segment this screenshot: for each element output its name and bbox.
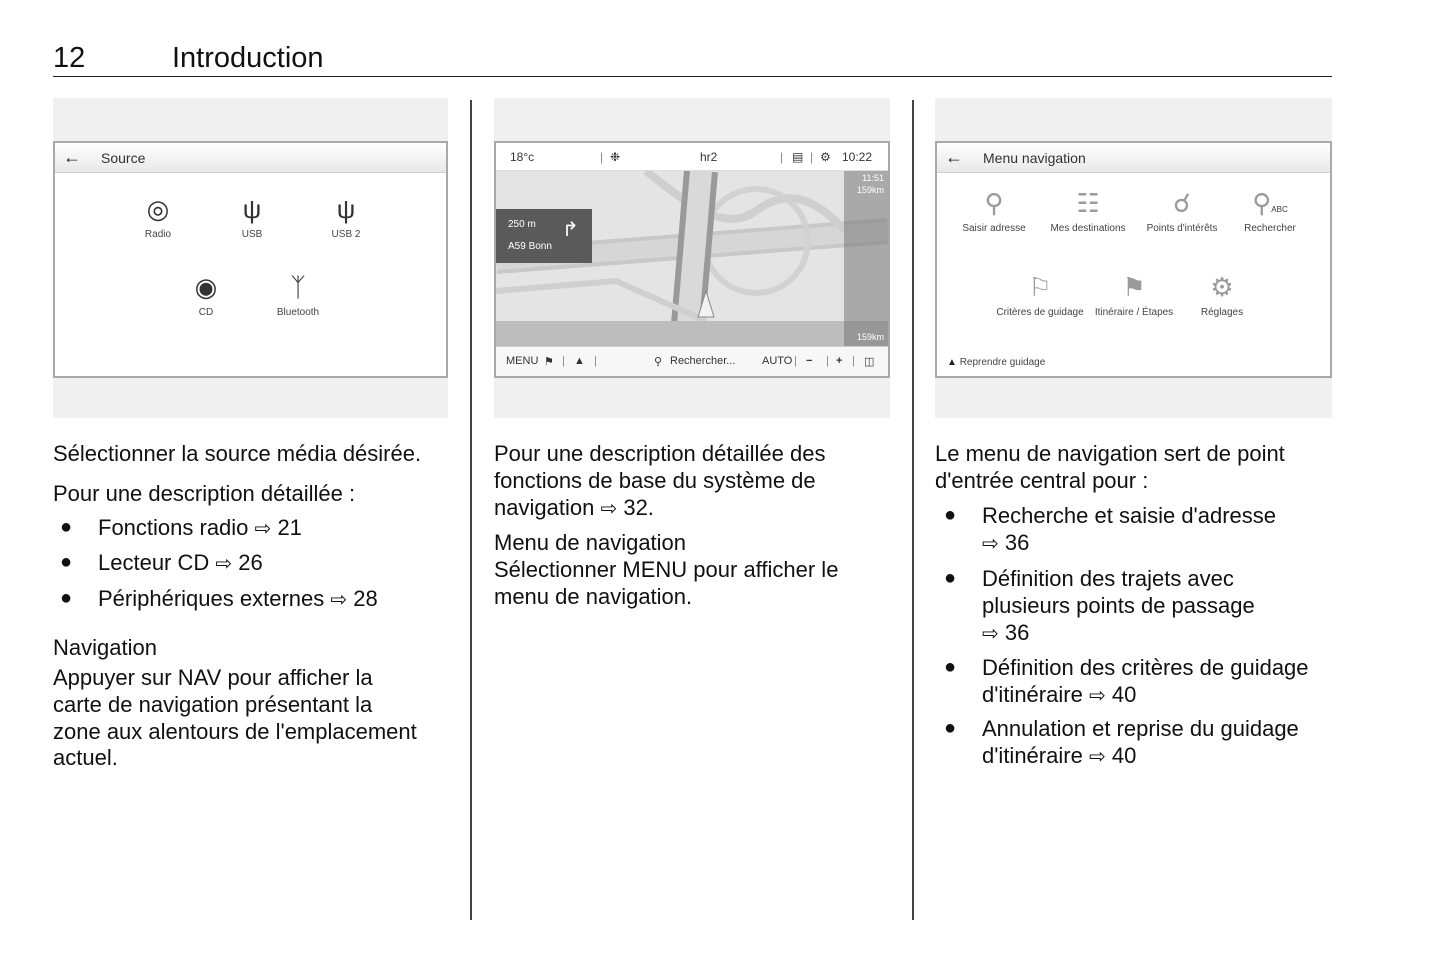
source-bluetooth[interactable] [253,269,343,318]
reference-arrow-icon: ⇨ [215,553,233,575]
source-cd[interactable] [161,269,251,318]
bullet-text: Recherche et saisie d'adresse [982,503,1277,528]
section-heading: Menu de navigation [494,530,687,555]
bullet-text: Définition des trajets avec [982,566,1234,591]
bluetooth-icon: ᛉ [290,272,306,302]
bullet-text: Annulation et reprise du guidage [982,716,1299,741]
separator: | [826,355,829,367]
menu-label: Rechercher [1244,223,1296,234]
radio-icon: ◎ [146,194,170,224]
screen-title: Menu navigation [983,150,1086,166]
resume-guidance-label: Reprendre guidage [959,357,1046,368]
reference-arrow-icon: ⇨ [600,498,618,520]
bullet-item [60,549,263,578]
search-abc-icon: ⚲ABC [1252,188,1288,218]
menu-label: Itinéraire / Étapes [1094,307,1174,318]
bullet-text: d'itinéraire [982,743,1083,768]
search-icon: ⚲ [654,356,663,368]
turn-right-arrow-icon: ↱ [562,219,579,241]
bullet-text: Lecteur CD [98,550,210,575]
paragraph-line: Appuyer sur NAV pour afficher la [53,665,373,690]
paragraph-line [494,494,654,523]
road-name: A59 Bonn [508,241,552,252]
source-label: USB 2 [331,229,361,240]
route-criteria-icon: ⚐ [1028,272,1052,302]
back-arrow-icon[interactable]: ← [945,147,963,167]
menu-label: Points d'intérêts [1146,223,1218,234]
zoom-out-button[interactable]: − [806,355,813,367]
paragraph: Pour une description détaillée : [53,481,356,506]
paragraph-line: Pour une description détaillée des [494,441,826,466]
temperature: 18°c [510,150,535,164]
separator: | [562,355,565,367]
section-heading: Navigation [53,635,157,660]
bullet-icon: ● [944,717,957,739]
page-reference[interactable]: 36 [1004,620,1030,645]
remaining-distance: 159km [856,185,884,195]
page-reference[interactable]: 36 [1004,530,1030,555]
turn-instruction-box [496,209,592,263]
back-arrow-icon[interactable]: ← [63,147,81,167]
paragraph-line: fonctions de base du système de [494,468,816,493]
menu-item-route-criteria[interactable] [995,269,1085,318]
page-reference[interactable]: 32. [623,495,654,520]
bullet-icon: ● [60,551,73,573]
clock: 10:22 [842,150,873,164]
screen-title: Source [101,150,146,166]
menu-item-search[interactable] [1225,185,1315,234]
separator: | [852,355,855,367]
bottom-toolbar [496,346,888,376]
view-toggle-icon[interactable]: ◫ [864,356,875,368]
paragraph-line: actuel. [53,745,118,770]
source-usb2[interactable] [301,191,391,240]
paragraph-line: Le menu de navigation sert de point [935,441,1285,466]
reference-arrow-icon: ⇨ [330,589,348,611]
bullet-text: plusieurs points de passage [982,593,1255,618]
bullet-item [944,715,1299,771]
bullet-item [60,585,378,614]
eta: 11:51 [862,173,884,183]
paragraph-line: Sélectionner MENU pour afficher le [494,557,839,582]
page-reference[interactable]: 40 [1111,682,1137,707]
cd-icon: ◉ [194,272,218,302]
page-reference[interactable]: 40 [1111,743,1137,768]
paragraph-line: carte de navigation présentant la [53,692,373,717]
address-pin-icon: ⚲ [984,188,1004,218]
map-view[interactable] [496,171,888,346]
north-arrow-icon[interactable]: ▲ [574,355,585,367]
settings-gear-icon: ⚙ [1210,272,1234,302]
poi-icon: ☌ [1173,188,1191,218]
settings-gear-icon[interactable]: ⚙ [820,150,831,164]
bullet-text: Périphériques externes [98,586,325,611]
paragraph-line: zone aux alentours de l'emplacement [53,719,417,744]
bullet-icon: ● [60,587,73,609]
bullet-text: d'itinéraire [982,682,1083,707]
zoom-in-button[interactable]: + [836,355,843,367]
source-usb[interactable] [207,191,297,240]
status-bar [496,143,888,171]
bullet-text: Fonctions radio [98,515,249,540]
bullet-icon: ● [944,567,957,589]
menu-button[interactable]: MENU [506,355,539,367]
paragraph-text: navigation [494,495,595,520]
message-icon[interactable]: ▤ [792,150,804,164]
bullet-item [944,654,1309,710]
reference-arrow-icon: ⇨ [254,518,272,540]
reference-arrow-icon: ⇨ [982,533,999,555]
page-reference[interactable]: 28 [353,586,378,611]
page-number: 12 [53,42,86,74]
remaining-distance: 159km [856,332,884,342]
menu-item-my-destinations[interactable] [1043,185,1133,234]
bullet-icon: ● [944,656,957,678]
column-divider [470,100,472,920]
title-bar [55,143,446,173]
page-reference[interactable]: 26 [238,550,263,575]
separator: | [780,150,784,164]
search-abbr: ABC [1271,205,1288,214]
paragraph-line: d'entrée central pour : [935,468,1149,493]
destination-flag-icon[interactable]: ⚑ [544,356,554,368]
search-button[interactable]: Rechercher... [670,355,736,367]
gps-icon: ❉ [610,150,621,164]
source-label: USB [241,229,263,240]
source-screen [53,141,448,378]
bullet-item [944,565,1255,648]
navigation-menu-screen [935,141,1332,378]
column-divider [912,100,914,920]
navigation-arrow-icon: ▲ [947,357,957,368]
source-label: CD [198,307,214,318]
itinerary-flag-icon: ⚑ [1122,272,1146,302]
reference-arrow-icon: ⇨ [1088,685,1106,707]
separator: | [600,150,604,164]
menu-item-settings[interactable] [1177,269,1267,318]
menu-item-itinerary[interactable] [1089,269,1179,318]
menu-item-enter-address[interactable] [949,185,1039,234]
bullet-item [60,514,302,543]
route-sidebar [844,171,888,346]
separator: | [810,150,814,164]
navigation-map-screen [494,141,890,378]
source-label: Bluetooth [276,307,320,318]
page-reference[interactable]: 21 [277,515,302,540]
usb-icon: ψ [242,194,262,224]
bullet-icon: ● [944,504,957,526]
bullet-text: Définition des critères de guidage [982,655,1309,680]
separator: | [794,355,797,367]
source-label: Radio [144,229,172,240]
header-rule [53,76,1332,77]
menu-label: Saisir adresse [962,223,1026,234]
reference-arrow-icon: ⇨ [982,623,999,645]
paragraph-line: menu de navigation. [494,584,693,609]
paragraph: Sélectionner la source média désirée. [53,441,422,466]
separator: | [594,355,597,367]
bullet-icon: ● [60,516,73,538]
destinations-list-icon: ☷ [1076,188,1100,218]
bullet-item [944,502,1277,558]
usb-icon: ψ [336,194,356,224]
turn-distance: 250 m [508,219,536,230]
resume-guidance-button[interactable] [947,357,1045,368]
reference-arrow-icon: ⇨ [1088,746,1106,768]
title-bar [937,143,1330,173]
page-title: Introduction [172,42,324,74]
menu-label: Réglages [1200,307,1244,318]
menu-label: Mes destinations [1050,223,1126,234]
menu-label: Critères de guidage [996,307,1084,318]
auto-zoom-button[interactable]: AUTO [762,355,793,367]
source-radio[interactable] [113,191,203,240]
station-name: hr2 [700,150,718,164]
menu-item-points-of-interest[interactable] [1137,185,1227,234]
